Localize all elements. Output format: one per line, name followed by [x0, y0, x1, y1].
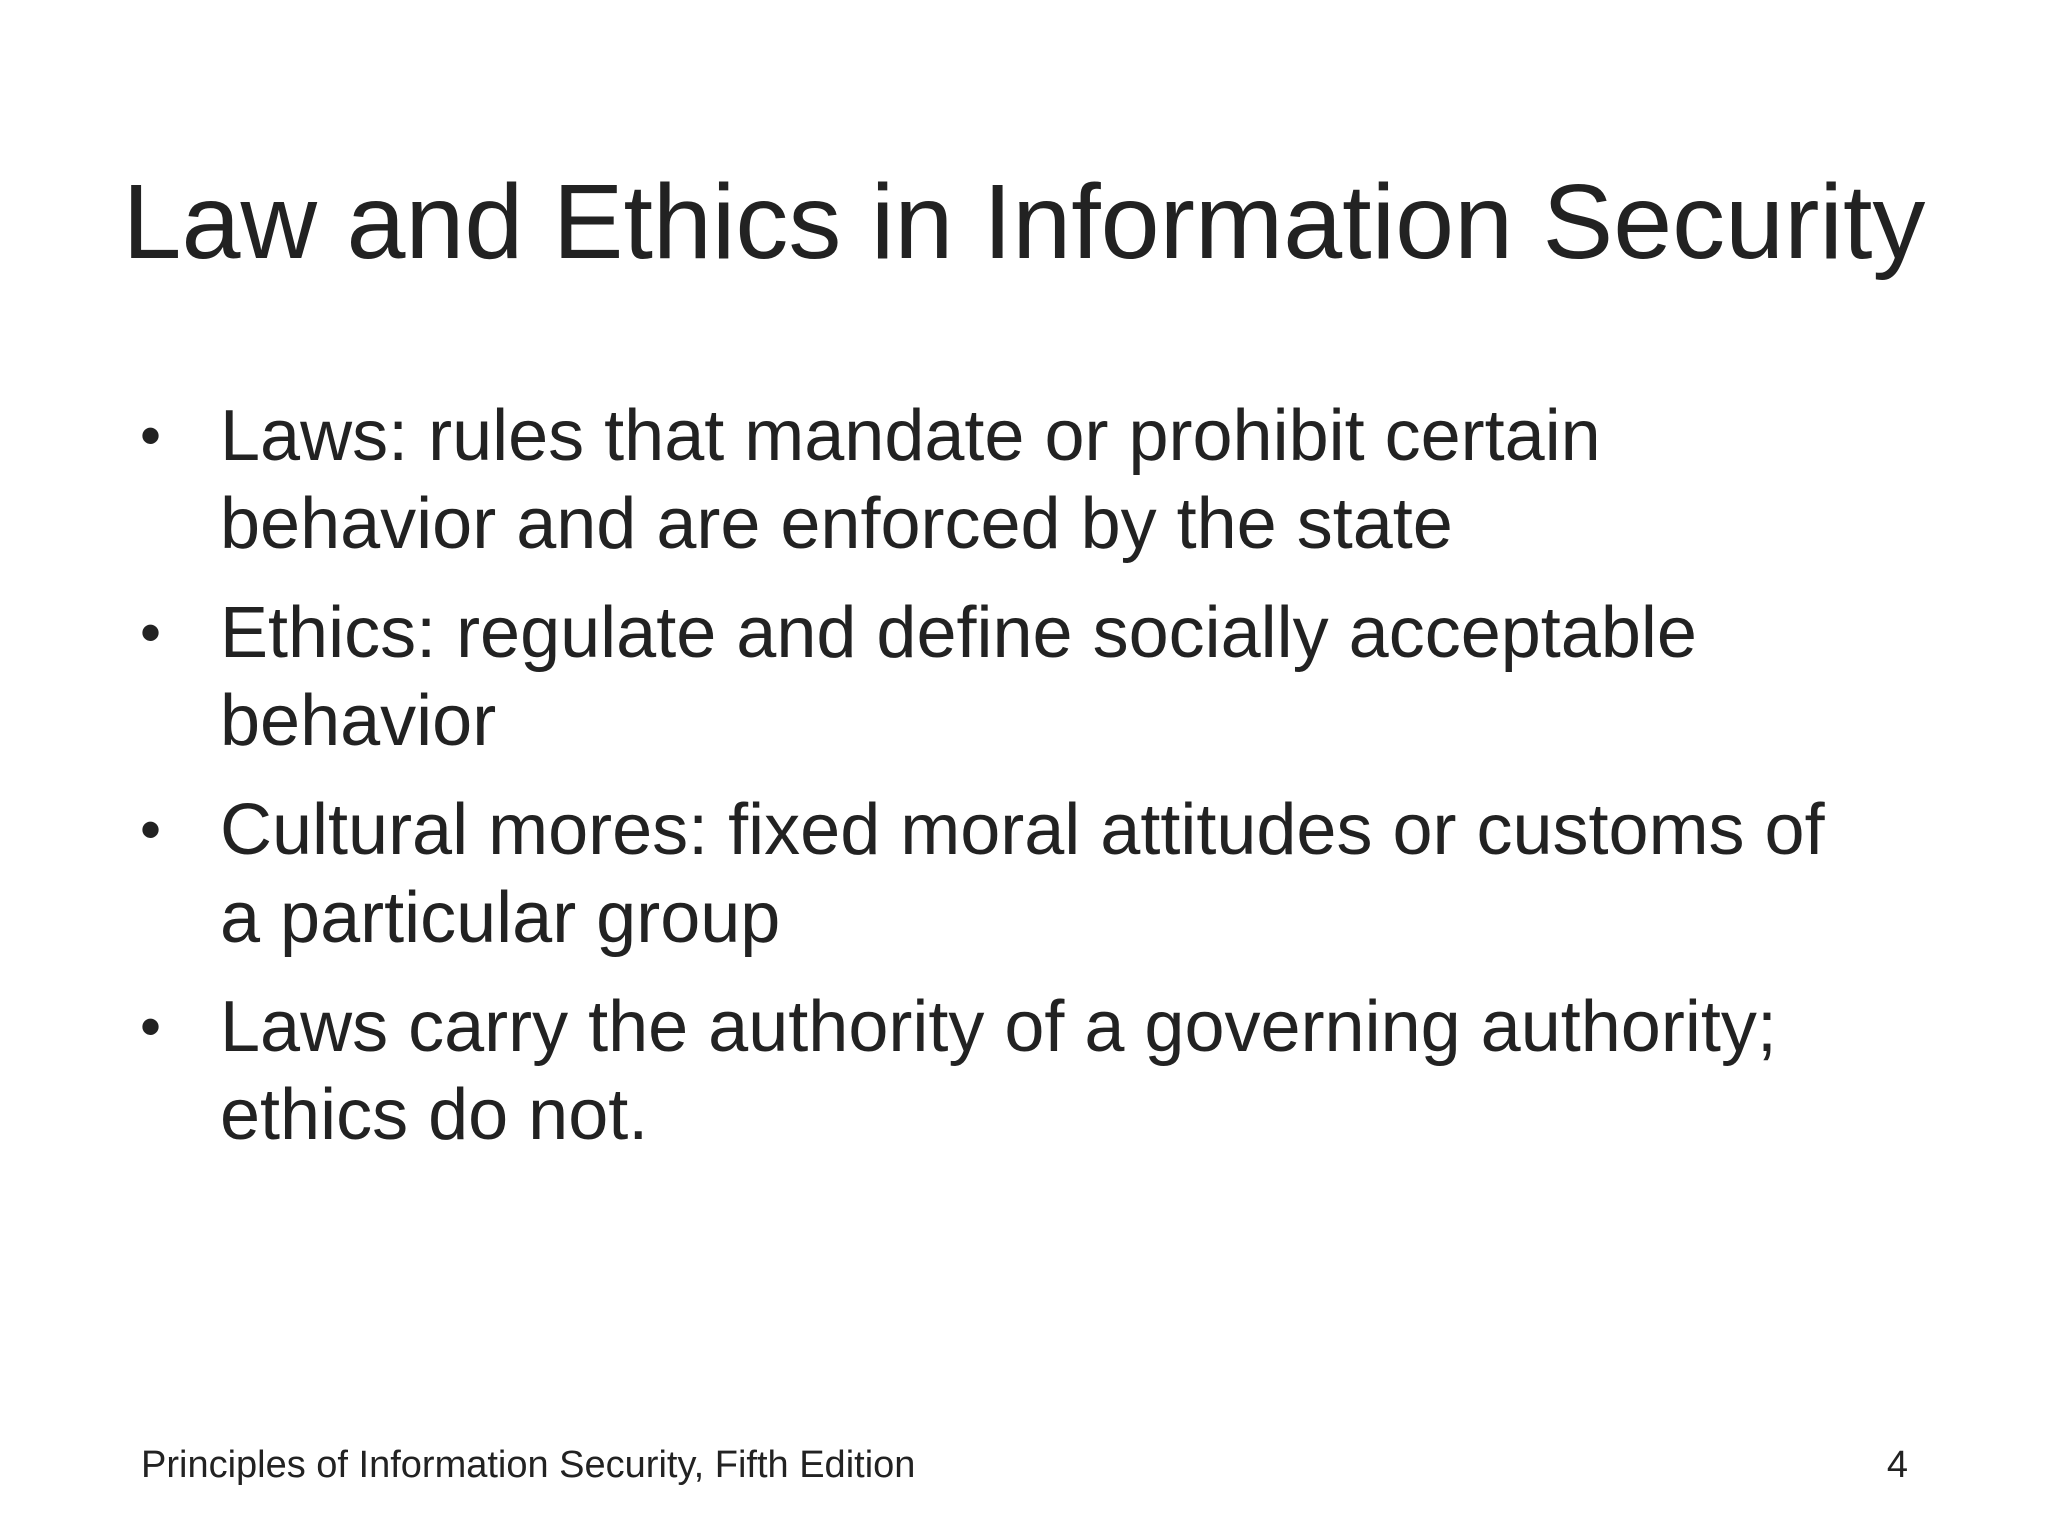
footer-book-title: Principles of Information Security, Fifth Edition — [141, 1444, 916, 1486]
bullet-item-laws-authority — [138, 983, 1938, 1159]
bullet-line: Laws: rules that mandate or prohibit certain — [220, 396, 1601, 476]
bullet-line: Ethics: regulate and define socially acceptable — [220, 593, 1697, 673]
bullet-line: Laws carry the authority of a governing authority; — [220, 987, 1777, 1067]
bullet-line: behavior and are enforced by the state — [220, 484, 1453, 564]
bullet-icon: • — [140, 599, 162, 666]
bullet-item-cultural-mores — [138, 786, 1938, 962]
bullet-list — [138, 392, 1938, 1180]
bullet-icon: • — [140, 402, 162, 469]
bullet-item-ethics — [138, 589, 1938, 765]
bullet-icon: • — [140, 993, 162, 1060]
page-number: 4 — [1886, 1444, 1908, 1486]
bullet-line: ethics do not. — [220, 1075, 649, 1155]
bullet-icon: • — [140, 796, 162, 863]
bullet-item-laws — [138, 392, 1938, 568]
bullet-line: Cultural mores: fixed moral attitudes or customs of — [220, 790, 1825, 870]
bullet-line: a particular group — [220, 878, 781, 958]
bullet-line: behavior — [220, 681, 497, 761]
slide-title: Law and Ethics in Information Security — [122, 163, 1926, 281]
